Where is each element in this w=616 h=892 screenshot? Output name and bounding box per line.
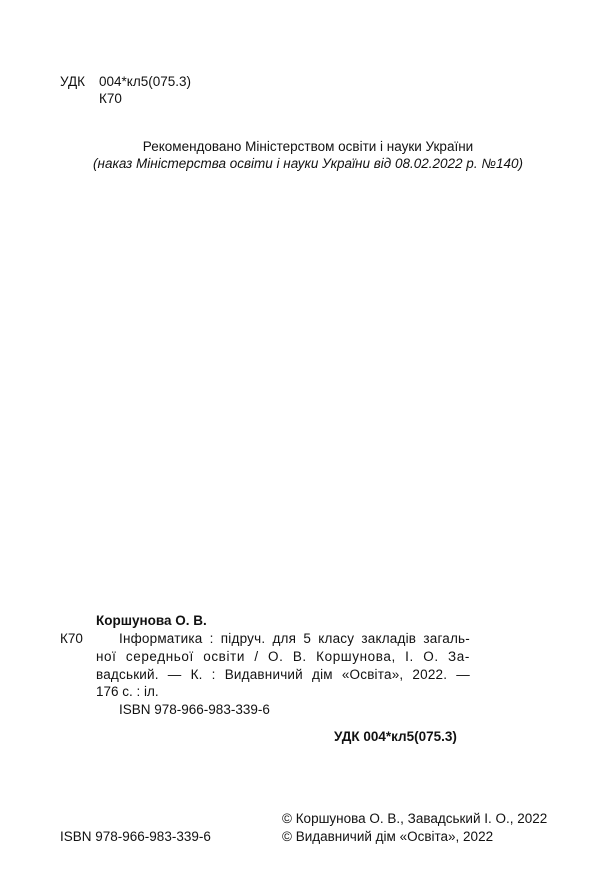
udk-label: УДК (60, 74, 85, 89)
udk-code: 004*кл5(075.3) (99, 74, 191, 89)
author-mark: К70 (99, 91, 122, 106)
copyright-authors: © Коршунова О. В., Завадський І. О., 2022 (282, 811, 548, 826)
bib-line-2: ної середньої освіти / О. В. Коршунова, І. О. За- (96, 649, 470, 664)
footer-isbn: ISBN 978-966-983-339-6 (60, 829, 211, 844)
bib-line-4: 176 с. : іл. (96, 684, 159, 699)
recommendation-order: (наказ Міністерства освіти і науки України від 08.02.2022 р. №140) (93, 156, 523, 171)
copyright-publisher: © Видавничий дім «Освіта», 2022 (282, 829, 494, 844)
bib-line-1: Інформатика : підруч. для 5 класу закладів загаль- (119, 631, 470, 646)
bib-isbn: ISBN 978-966-983-339-6 (119, 702, 270, 717)
bib-mark: К70 (60, 631, 83, 646)
bib-line-3: вадський. — К. : Видавничий дім «Освіта», 2022. — (96, 667, 470, 682)
recommendation-line: Рекомендовано Міністерством освіти і науки України (142, 139, 474, 154)
bib-udk: УДК 004*кл5(075.3) (334, 729, 457, 744)
bib-author: Коршунова О. В. (96, 613, 207, 628)
